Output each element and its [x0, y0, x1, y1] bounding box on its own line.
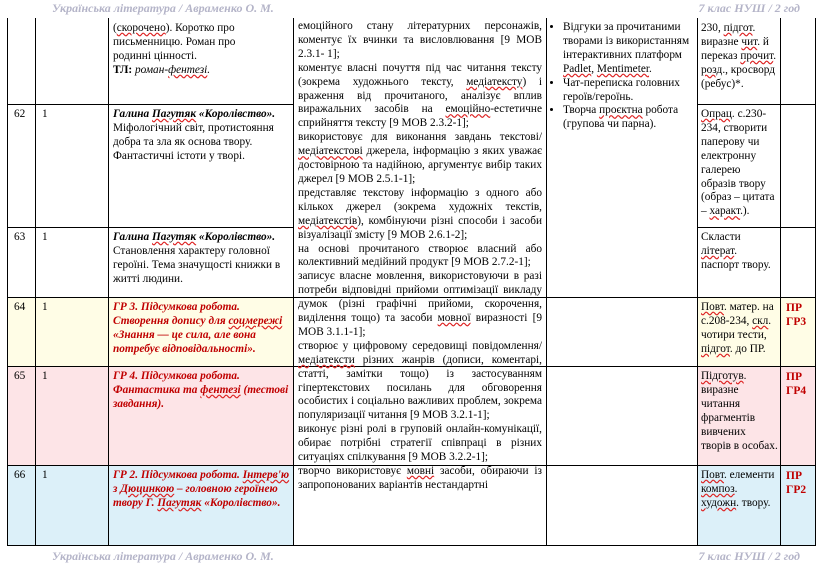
row-64-code: ПР ГР3 [786, 302, 807, 328]
row-65-title: ГР 4. Підсумкова робота. Фантастика та фентезі (тестові завдання). [113, 370, 289, 410]
skill-item: на основі прочитаного створює власний або колективний медійний продукт [9 МОВ 2.7.2-1]; [298, 242, 542, 269]
topic-line: письменницю. Роман про [113, 35, 236, 48]
form-item: • Відгуки за прочитаними творами із використанням інтерактивних платформ Padlet, Mentimeter. [563, 21, 694, 77]
row-63-topic [108, 228, 293, 297]
skill-item: емоційного стану літературних персонажів, коментує їх вчинки та висловлювання [9 МОВ 2.3.1- 1]; [298, 20, 542, 60]
grid-line [7, 545, 816, 546]
skill-item: виконує різні ролі в груповій онлайн-комунікації, обирає потрібні стратегії співпраці в різних ситуаціях спілкування [9 МОВ 3.2.2-1]; [298, 423, 542, 464]
skill-item: представляє текстову інформацію з одного або кількох джерел (зокрема художніх текстів, медіатекстів), комбінуючи різні способи і засоби візуалізації змісту [9 МОВ 2.6.1-2]; [298, 186, 542, 241]
topic-line: родинні цінності. [113, 49, 197, 62]
row-64-homework: Повт. матер. на с.208-234, скл. чотири тести, підгот. до ПР. [701, 301, 774, 355]
topic-line: (скорочено). Коротко про [113, 22, 235, 34]
footer-right: 7 клас НУШ / 2 год [698, 549, 800, 563]
row-63-body: Становлення характеру головної героїні. Тема значущості книжки в житті людини. [113, 244, 281, 285]
tl-line: ТЛ: роман-фентезі. [113, 63, 211, 76]
row-65-hours: 1 [42, 370, 48, 382]
row-64-topic [108, 298, 293, 366]
row-62-body: Міфологічний світ, протистояння добра та зла як основа твору. Фантастичні істоти у творі. [113, 121, 274, 162]
form-item: • Творча проєктна робота (групова чи парна). [563, 104, 694, 132]
forms-list [551, 21, 694, 132]
row-66-topic [108, 466, 293, 545]
row-62-title: Галина Пагутяк «Королівство». [113, 108, 276, 120]
row-63-title: Галина Пагутяк «Королівство». [113, 231, 276, 243]
row-64-title: ГР 3. Підсумкова робота. Створення допису для соцмережі «Знання — це сила, але вона потребує відповідальності». [113, 301, 283, 355]
page-footer [0, 548, 822, 566]
header-left: Українська література / Авраменко О. М. [52, 1, 274, 15]
row-64-hours: 1 [42, 301, 48, 313]
skill-item: використовує для виконання завдань текстові/медіатекстові джерела, інформацію з яких уважає достовірною та надійною, аргументує вибір таких джерел [9 МОВ 2.5.1-1]; [298, 131, 542, 185]
header-right: 7 клас НУШ / 2 год [698, 1, 800, 15]
row-66-title: ГР 2. Підсумкова робота. Інтерв'ю з Дюцинкою – головною героїнею твору Г. Пагутяк «Королівство». [113, 469, 290, 509]
footer-left: Українська література / Авраменко О. М. [52, 549, 274, 563]
grid-line [815, 18, 816, 546]
row-65-topic [108, 367, 293, 465]
row-65-homework: Підготув. виразне читання фрагментів вивчених творів в особах. [701, 370, 778, 452]
row-63-number: 63 [14, 231, 26, 243]
row-62-topic [108, 105, 293, 225]
row-64-number: 64 [14, 301, 26, 313]
form-item: • Чат-переписка головних героїв/героїнь. [563, 77, 694, 105]
row-66-code: ПР ГР2 [786, 470, 807, 496]
row-62-homework: Опрац. с.230-234, створити паперову чи електронну галерею образів твору (образ – цитата – характ.). [701, 108, 775, 218]
forms-cell [547, 18, 697, 298]
homework-cont: 230, підгот. виразне чит. й переказ прочит. розд., кросворд (ребус)*. [701, 22, 777, 90]
row-66-number: 66 [14, 469, 26, 481]
row-66-hours: 1 [42, 469, 48, 481]
row-62-hours: 1 [42, 108, 48, 120]
row-63-hours: 1 [42, 231, 48, 243]
row-65-number: 65 [14, 370, 26, 382]
page-header [0, 0, 822, 18]
row-65-code: ПР ГР4 [786, 371, 807, 397]
skill-item: творчо використовує мовні засоби, обираючи із запропонованих варіантів нестандартні [298, 465, 542, 491]
skill-item: записує власне мовлення, використовуючи в разі потреби відповідні прийоми оптимізації викладу думок (різні графічні прийоми, скорочення, виділення тощо) та засоби мовної виразності [9 МОВ 3.1.1-1]; [298, 270, 542, 338]
skill-item: коментує власні почуття під час читання тексту (зокрема художнього тексту, медіатексту) і враження від прочитаного, аналізує вплив виражальних засобів на емоційно-естетичне сприйняття тексту [9 МОВ 2.3.2-1]; [298, 61, 542, 130]
row-62-number: 62 [14, 108, 26, 120]
row-66-homework: Повт. елементи композ. художн. твору. [701, 469, 775, 509]
row-63-homework: Скласти літерат. паспорт твору. [701, 231, 771, 271]
skills-cell [294, 18, 546, 545]
topic-cell-cont [108, 19, 293, 104]
skill-item: створює у цифровому середовищі повідомлення/ медіатексти різних жанрів (дописи, коментарі, статті, замітки тощо) із застосуванням гіпертекстових посилань для обговорення особистих і соціально важливих проблем, зокрема популяризації читання [9 МОВ 3.2.1-1]; [298, 339, 542, 422]
